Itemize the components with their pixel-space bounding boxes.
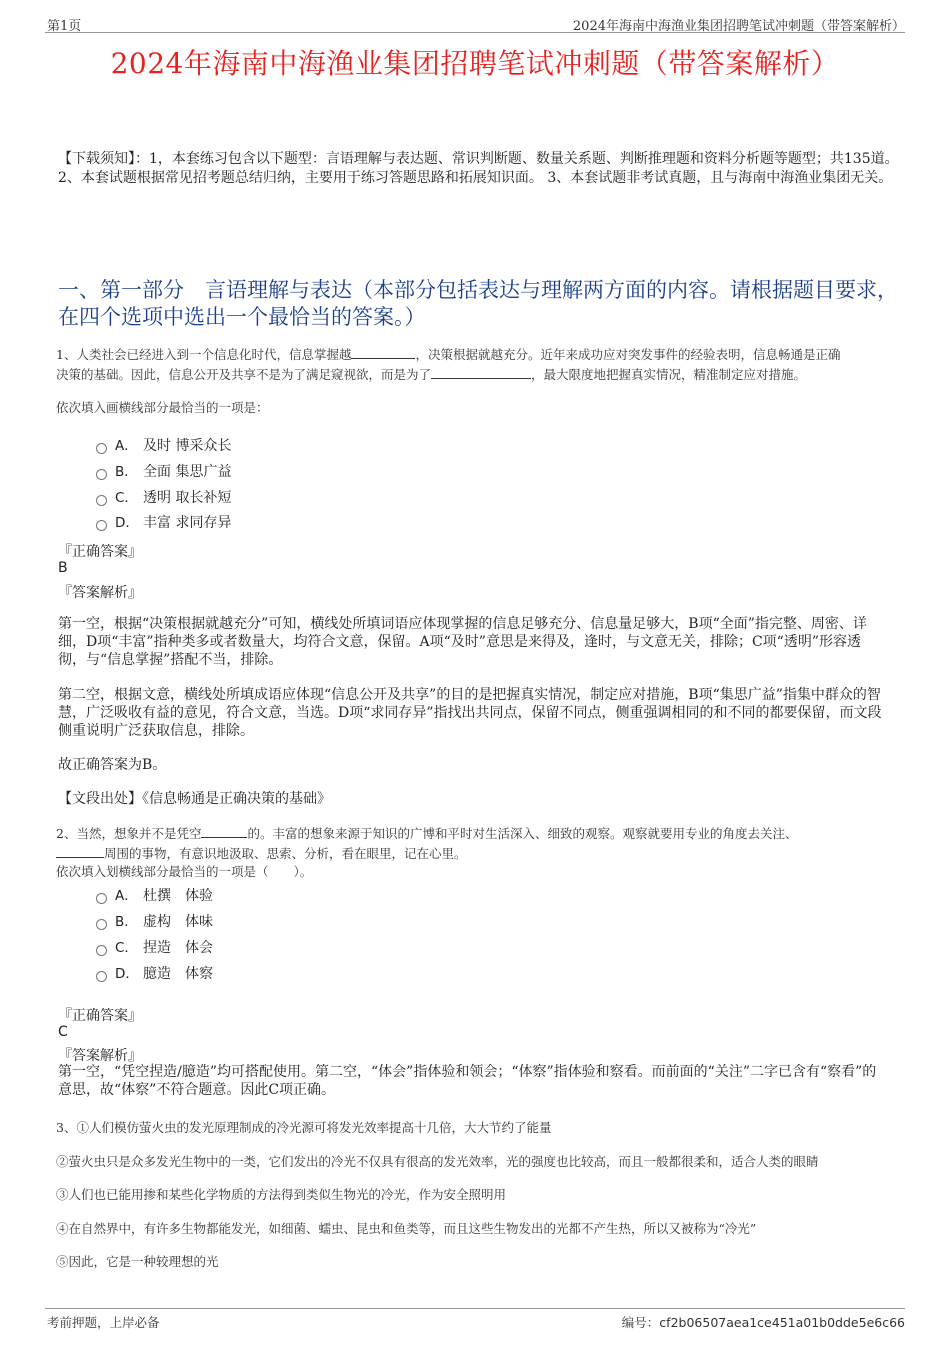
radio-icon[interactable] xyxy=(96,919,107,930)
q1-text-d: ，最大限度地把握真实情况，精准制定应对措施。 xyxy=(531,367,807,382)
document-title: 2024年海南中海渔业集团招聘笔试冲刺题（带答案解析） xyxy=(110,47,840,80)
q2-option-c[interactable]: C． 捏造 体会 xyxy=(96,938,213,958)
q2-text-c: 周围的事物，有意识地汲取、思索、分析，看在眼里，记在心里。 xyxy=(104,846,467,861)
q2-blank-2 xyxy=(56,845,104,858)
page-number: 第1页 xyxy=(47,19,82,34)
q1-answer: B xyxy=(58,560,68,576)
q1-analysis-para-3: 故正确答案为B。 xyxy=(58,757,167,773)
q2-option-a[interactable]: A． 杜撰 体验 xyxy=(96,886,213,906)
q2-answer-label: 『正确答案』 xyxy=(58,1008,142,1024)
q1-option-d[interactable]: D． 丰富 求同存异 xyxy=(96,513,231,533)
q2-option-b[interactable]: B． 虚构 体味 xyxy=(96,912,213,932)
radio-icon[interactable] xyxy=(96,893,107,904)
q1-analysis-para-1: 第一空，根据“决策根据就越充分”可知，横线处所填词语应体现掌握的信息足够充分、信息量足够大，B项“全面”指完整、周密、详细，D项“丰富”指种类多或者数量大，均符合文意，保留。A项“及时”意思是来得及，逢时，与文意无关，排除；C项“透明”形容透彻，与“信息掌握”搭配不当，排除。 xyxy=(58,616,867,668)
q2-analysis: 第一空，“凭空捏造/臆造”均可搭配使用。第二空，“体会”指体验和领会；“体察”指体验和察看。而前面的“关注”二字已含有“察看”的意思，故“体察”不符合题意。因此C项正确。 xyxy=(58,1064,877,1098)
q1-blank-1 xyxy=(351,346,415,359)
q1-option-a[interactable]: A． 及时 博采众长 xyxy=(96,436,231,456)
question-1-prompt: 依次填入画横线部分最恰当的一项是： xyxy=(56,400,269,415)
q1-blank-2 xyxy=(431,366,531,379)
footer-code xyxy=(622,1313,905,1331)
radio-icon[interactable] xyxy=(96,945,107,956)
q3-statement-5: ⑤因此，它是一种较理想的光 xyxy=(56,1254,219,1269)
question-2-prompt: 依次填入划横线部分最恰当的一项是（ ）。 xyxy=(56,864,313,879)
q3-statement-4: ④在自然界中，有许多生物都能发光，如细菌、蠕虫、昆虫和鱼类等，而且这些生物发出的光都不产生热，所以又被称为“冷光” xyxy=(56,1221,757,1236)
header-divider xyxy=(45,32,905,33)
q3-statement-3: ③人们也已能用掺和某些化学物质的方法得到类似生物光的冷光，作为安全照明用 xyxy=(56,1187,507,1202)
q2-analysis-label: 『答案解析』 xyxy=(58,1048,142,1064)
footer-code-label: 编号： xyxy=(621,1315,660,1330)
question-1-stem xyxy=(56,345,906,385)
footer-code-value: cf2b06507aea1ce451a01b0dde5e6c66 xyxy=(659,1315,905,1330)
question-2-stem xyxy=(56,824,906,864)
q1-analysis-label: 『答案解析』 xyxy=(58,585,142,601)
footer-divider xyxy=(45,1308,905,1309)
q2-option-d[interactable]: D． 臆造 体察 xyxy=(96,964,213,984)
q1-answer-label: 『正确答案』 xyxy=(58,544,142,560)
radio-icon[interactable] xyxy=(96,520,107,531)
section-heading: 一、第一部分 言语理解与表达（本部分包括表达与理解两方面的内容。请根据题目要求，在四个选项中选出一个最恰当的答案。） xyxy=(58,278,898,329)
radio-icon[interactable] xyxy=(96,495,107,506)
q3-statement-1: 3、①人们模仿萤火虫的发光原理制成的冷光源可将发光效率提高十几倍，大大节约了能量 xyxy=(56,1120,552,1135)
download-notice: 【下载须知】：1，本套练习包含以下题型：言语理解与表达题、常识判断题、数量关系题、判断推理题和资料分析题等题型；共135道。 2、本套试题根据常见招考题总结归纳，主要用于练习答题思路和拓展知识面。 3、本套试题非考试真题，且与海南中海渔业集团无关。 xyxy=(58,151,899,186)
q2-text-a: 2、当然，想象并不是凭空 xyxy=(56,826,202,841)
radio-icon[interactable] xyxy=(96,971,107,982)
q1-option-c[interactable]: C． 透明 取长补短 xyxy=(96,488,231,508)
q2-blank-1 xyxy=(201,825,247,838)
q1-analysis-para-2: 第二空，根据文意，横线处所填成语应体现“信息公开及共享”的目的是把握真实情况，制定应对措施，B项“集思广益”指集中群众的智慧，广泛吸收有益的意见，符合文意，当选。D项“求同存异”指找出共同点，保留不同点，侧重强调相同的和不同的都要保留，而文段侧重说明广泛获取信息，排除。 xyxy=(58,687,882,739)
footer-slogan: 考前押题，上岸必备 xyxy=(47,1315,160,1330)
q2-answer: C xyxy=(58,1024,68,1040)
q1-option-b[interactable]: B． 全面 集思广益 xyxy=(96,462,231,482)
radio-icon[interactable] xyxy=(96,443,107,454)
radio-icon[interactable] xyxy=(96,469,107,480)
q1-text-c: 决策的基础。因此，信息公开及共享不是为了满足窥视欲，而是为了 xyxy=(56,367,432,382)
q1-source: 【文段出处】《信息畅通是正确决策的基础》 xyxy=(58,791,331,807)
q1-text-b: ，决策根据就越充分。近年来成功应对突发事件的经验表明，信息畅通是正确 xyxy=(415,347,841,362)
running-header-title: 2024年海南中海渔业集团招聘笔试冲刺题（带答案解析） xyxy=(572,19,905,34)
q1-text-a: 1、人类社会已经进入到一个信息化时代，信息掌握越 xyxy=(56,347,352,362)
q3-statement-2: ②萤火虫只是众多发光生物中的一类，它们发出的冷光不仅具有很高的发光效率，光的强度也比较高，而且一般都很柔和，适合人类的眼睛 xyxy=(56,1154,819,1169)
q2-text-b: 的。丰富的想象来源于知识的广博和平时对生活深入、细致的观察。观察就要用专业的角度去关注、 xyxy=(247,826,798,841)
